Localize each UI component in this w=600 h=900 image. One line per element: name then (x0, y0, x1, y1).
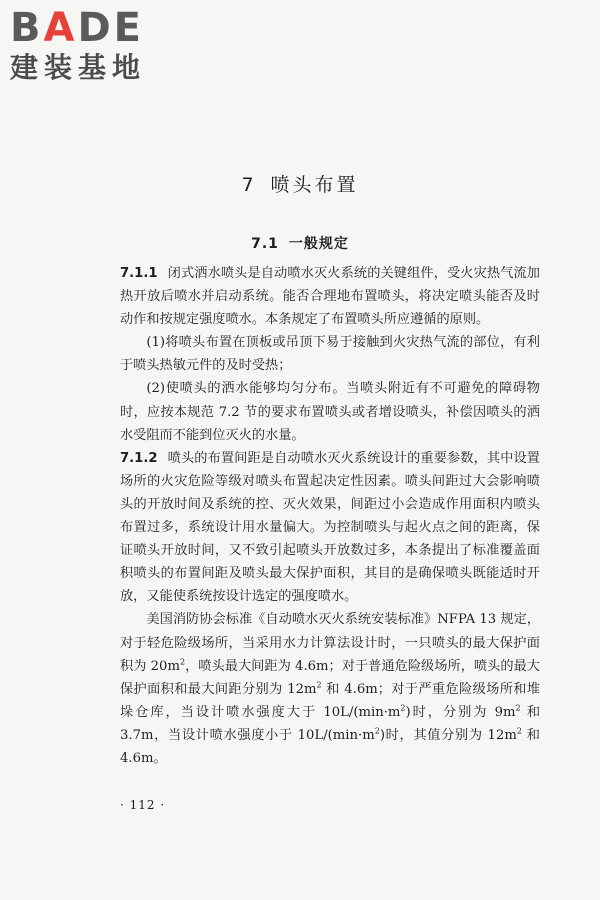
bade-logo (10, 6, 180, 86)
page-number: · 112 · (120, 798, 166, 812)
logo-latin-text: BADE (10, 5, 144, 51)
superscript: 2 (374, 726, 380, 736)
logo-accent-letter: A (43, 5, 78, 51)
superscript: 2 (316, 680, 322, 690)
logo-chinese-text: 建装基地 (10, 51, 147, 84)
superscript: 2 (516, 726, 522, 736)
paragraph-item-2: (2)使喷头的洒水能够均匀分布。当喷头附近有不可避免的障碍物时，应按本规范 7.2 节的要求布置喷头或者增设喷头，补偿因喷头的洒水受阻而不能到位灭火的水量。 (120, 381, 540, 443)
paragraph-text: 喷头的布置间距是自动喷水灭火系统设计的重要参数，其中设置场所的火灾危险等级对喷头布置起决定性因素。喷头间距过大会影响喷头的开放时间及系统的控、灭火效果，间距过小会造成作用面积内喷头布置过多，系统设计用水量偏大。为控制喷头与起火点之间的距离，保证喷头开放时间，又不致引起喷头开放数过多，本条提出了标准覆盖面积喷头的布置间距及喷头最大保护面积，其目的是确保喷头既能适时开放，又能使系统按设计选定的强度喷水。 (120, 450, 540, 605)
superscript: 2 (515, 703, 521, 713)
superscript: 2 (400, 703, 406, 713)
section-title-text: 一般规定 (288, 236, 349, 252)
chapter-title (0, 170, 600, 197)
section-number: 7.1 (251, 236, 279, 252)
paragraph-7-1-2 (120, 447, 540, 609)
chapter-number: 7 (241, 174, 257, 196)
chapter-title-text: 喷头布置 (270, 174, 359, 196)
clause-number: 7.1.2 (120, 450, 158, 466)
body-text (120, 262, 540, 770)
paragraph-item-1: (1)将喷头布置在顶板或吊顶下易于接触到火灾热气流的部位，有利于喷头热敏元件的及时受热； (120, 335, 540, 374)
paragraph-nfpa: 美国消防协会标准《自动喷水灭火系统安装标准》NFPA 13 规定，对于轻危险级场所，当采用水力计算法设计时，一只喷头的最大保护面积为 $20m^2$，喷头最大间距为 4.6m；对于普通危险级场所，喷头的最大保护面积和最大间距分别为 $12m^2$ 和 4.6m；对于严重危险级场所和堆垛仓库，当设计喷水强度大于 $10L/(\min\cdot m^2)$时，分别为 $9m^2$ 和 3.7m，当设计喷水强度小于 $10L/(\min\cdot m^2)$时，其值分别为 $12m^2$ 和 4.6m。 (120, 612, 541, 766)
superscript: 2 (179, 657, 186, 667)
paragraph-7-1-1 (120, 262, 540, 331)
section-title (0, 233, 600, 253)
clause-number: 7.1.1 (120, 266, 158, 281)
paragraph-text: 闭式洒水喷头是自动喷水灭火系统的关键组件，受火灾热气流加热开放后喷水并启动系统。能否合理地布置喷头，将决定喷头能否及时动作和按规定强度喷水。本条规定了布置喷头所应遵循的原则。 (120, 266, 540, 328)
